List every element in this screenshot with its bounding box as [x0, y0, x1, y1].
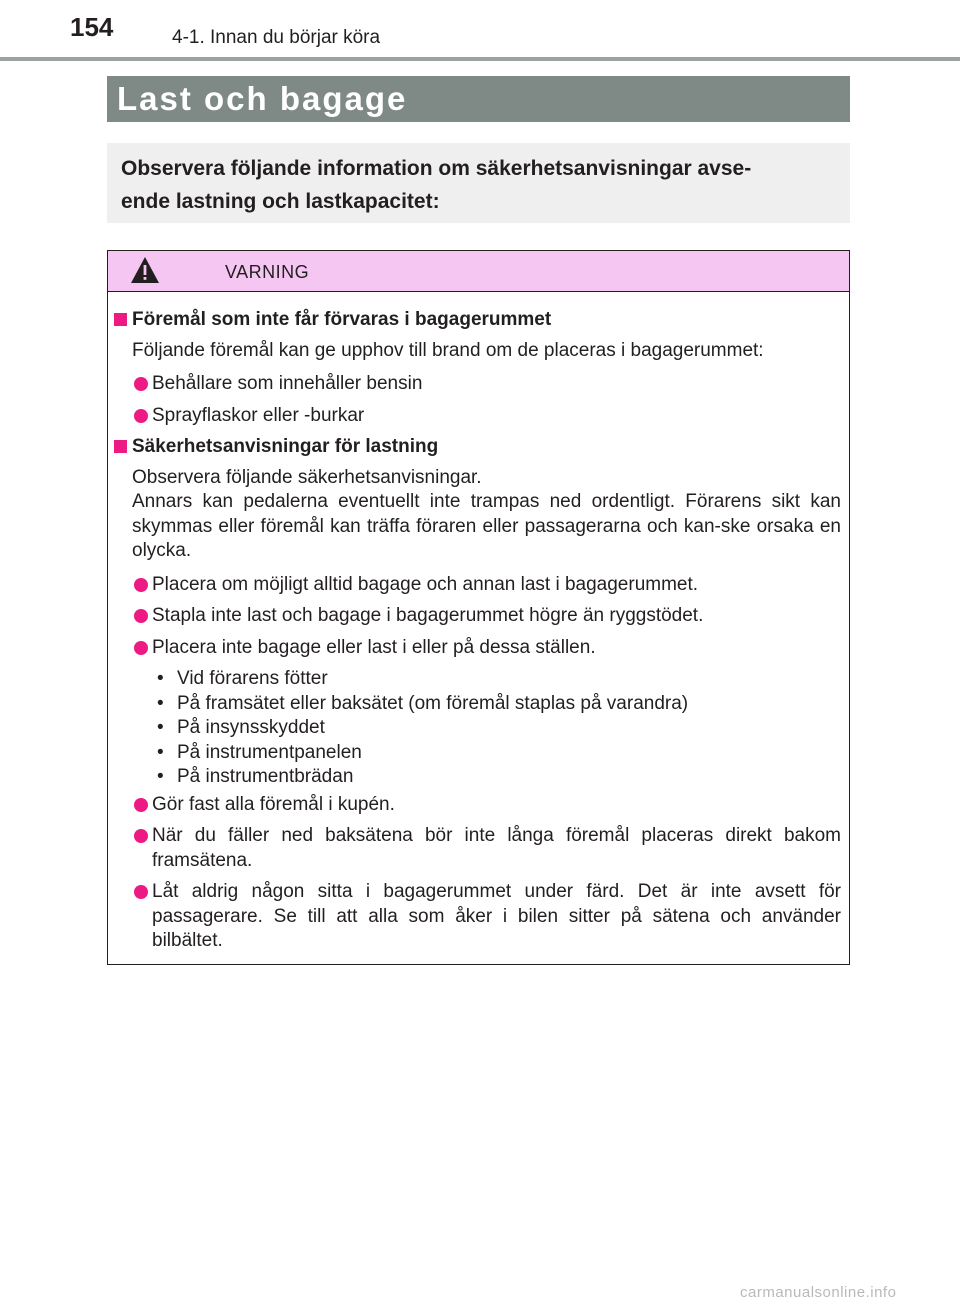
section-reference: 4-1. Innan du börjar köra: [172, 27, 381, 48]
sub-list: [113, 667, 841, 790]
heading-text: Föremål som inte får förvaras i bagagerummet: [132, 309, 552, 330]
sub-list-item: [157, 765, 841, 790]
sub-bullet-icon: •: [157, 692, 164, 714]
section-heading: [113, 435, 841, 460]
bullet-text: Placera om möjligt alltid bagage och annan last i bagagerummet.: [152, 573, 699, 595]
intro-line: Observera följande information om säkerhetsanvisningar avse-: [121, 157, 752, 180]
square-bullet-icon: [114, 313, 127, 326]
bullet-text: Gör fast alla föremål i kupén.: [152, 793, 395, 815]
bullet-text: Behållare som innehåller bensin: [152, 373, 423, 394]
sub-item-text: På instrumentbrädan: [177, 766, 354, 787]
sub-list-item: [157, 692, 841, 717]
sub-list-item: [157, 741, 841, 766]
intro-text: [121, 152, 836, 218]
sub-bullet-icon: •: [157, 717, 164, 738]
bullet-text: Låt aldrig någon sitta i bagagerummet under färd. Det är inte avsett för passagerare. Se till att alla som åker i bilen sitter på sätena och använder bilbältet.: [152, 881, 841, 951]
bullet-text: Stapla inte last och bagage i bagagerummet högre än ryggstödet.: [152, 605, 704, 626]
intro-box: [107, 143, 850, 223]
round-bullet-icon: [134, 798, 148, 812]
round-bullet-icon: [134, 377, 148, 391]
list-item: [113, 880, 841, 954]
intro-line: ende lastning och lastkapacitet:: [121, 190, 440, 213]
heading-text: Säkerhetsanvisningar för lastning: [132, 436, 439, 457]
warning-label: VARNING: [225, 262, 310, 282]
list-item: [113, 636, 841, 661]
watermark: carmanualsonline.info: [740, 1284, 897, 1301]
sub-item-text: På insynsskyddet: [177, 717, 325, 738]
warning-triangle-icon: [130, 256, 160, 284]
page-title: Last och bagage: [117, 80, 408, 117]
sub-list-item: [157, 716, 841, 741]
section-text: [113, 339, 841, 364]
list-item: [113, 793, 841, 818]
list-item: [113, 573, 841, 598]
text-line: Annars kan pedalerna eventuellt inte trampas ned ordentligt. Förarens sikt kan skymmas eller föremål kan träffa föraren eller passagerarna och kan-ske orsaka en olycka.: [132, 491, 841, 561]
round-bullet-icon: [134, 829, 148, 843]
section-text: [113, 466, 841, 564]
sub-list-item: [157, 667, 841, 692]
text-line: Observera följande säkerhetsanvisningar.: [132, 466, 482, 488]
square-bullet-icon: [114, 440, 127, 453]
round-bullet-icon: [134, 641, 148, 655]
list-item: [113, 604, 841, 629]
warning-header: [108, 251, 849, 292]
section-heading: [113, 308, 841, 333]
sub-bullet-icon: •: [157, 741, 164, 763]
warning-box: [107, 250, 850, 965]
list-item: [113, 824, 841, 873]
header-rule: [0, 57, 960, 61]
sub-item-text: Vid förarens fötter: [177, 668, 328, 689]
round-bullet-icon: [134, 578, 148, 592]
warning-body: [108, 292, 849, 954]
sub-bullet-icon: •: [157, 668, 164, 689]
bullet-text: Placera inte bagage eller last i eller på dessa ställen.: [152, 636, 596, 658]
text-line: Följande föremål kan ge upphov till brand om de placeras i bagagerummet:: [132, 339, 764, 361]
sub-item-text: På framsätet eller baksätet (om föremål staplas på varandra): [177, 692, 689, 714]
sub-item-text: På instrumentpanelen: [177, 741, 362, 763]
bullet-text: När du fäller ned baksätena bör inte långa föremål placeras direkt bakom framsätena.: [152, 825, 841, 871]
round-bullet-icon: [134, 409, 148, 423]
round-bullet-icon: [134, 609, 148, 623]
round-bullet-icon: [134, 885, 148, 899]
list-item: [113, 404, 841, 429]
bullet-text: Sprayflaskor eller -burkar: [152, 404, 365, 426]
sub-bullet-icon: •: [157, 766, 164, 787]
page-number: 154: [70, 12, 114, 42]
title-bar: [107, 76, 850, 122]
list-item: [113, 372, 841, 397]
